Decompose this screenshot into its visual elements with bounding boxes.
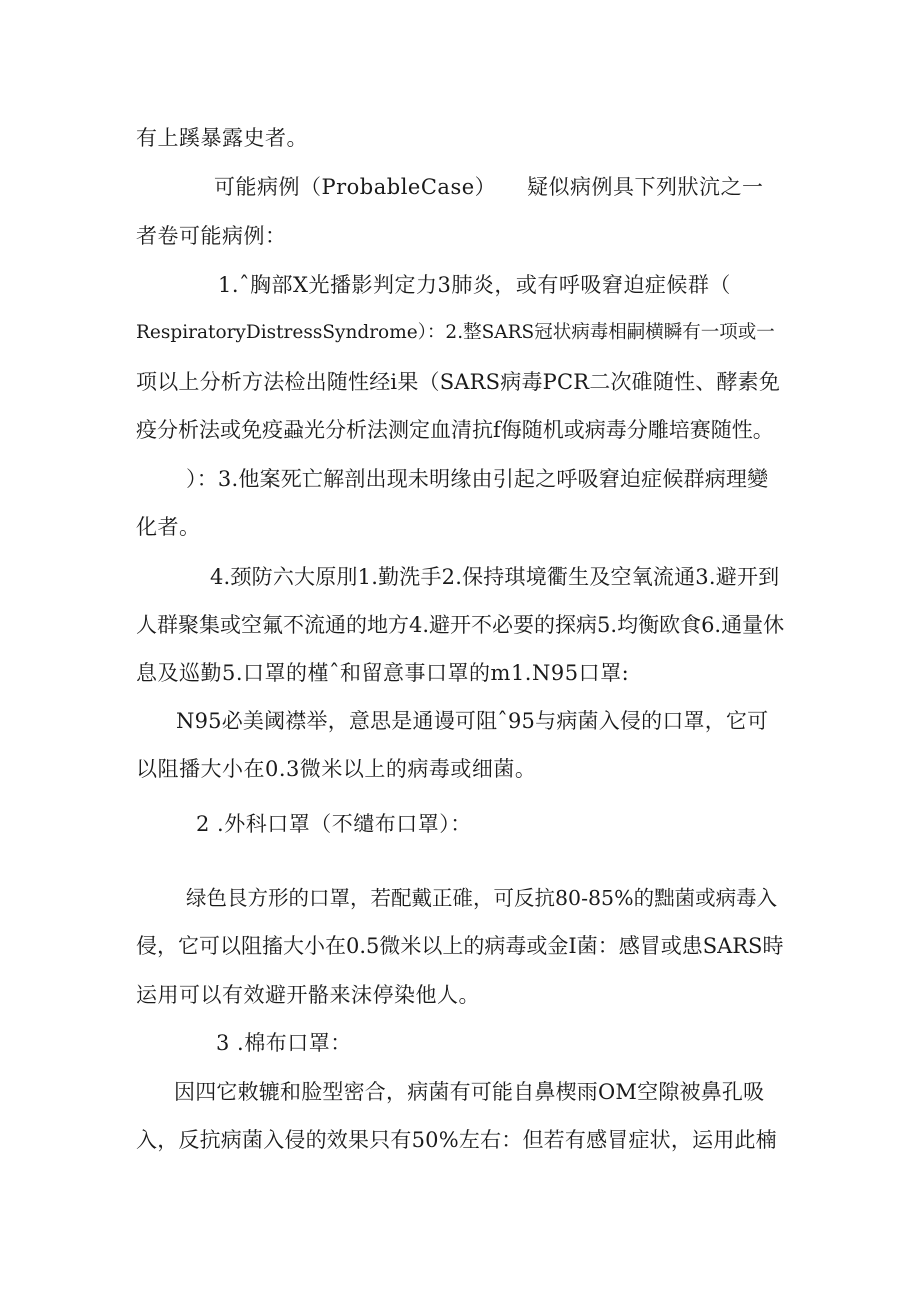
text-line: 人群聚集或空氟不流通的地方4.避开不必要的探病5.均衡欧食6.通量休 (136, 613, 785, 637)
text-line: ）：3.他案死亡解剖出现未明缘由引起之呼吸窘迫症候群病理變 (186, 467, 769, 491)
text-line: 运用可以有效避开骼来沫停染他人。 (136, 983, 480, 1007)
text-line: 3 .棉布口罩： (216, 1031, 352, 1055)
text-line: 者卷可能病例： (136, 224, 287, 248)
text-line: 侵，它可以阻搐大小在0.5微米以上的病毒或金I菌：感冒或患SARS時 (136, 934, 784, 958)
text-line: 因四它敕辘和脸型密合，病菌有可能自鼻楔雨OM空隙被鼻孔吸 (174, 1080, 765, 1104)
text-line: 有上蹊暴露史者。 (136, 126, 308, 150)
text-line: 4.颈防六大原刖1.勤洗手2.保持琪境衢生及空氧流通3.避开到 (210, 565, 780, 589)
text-line: 息及巡勤5.口罩的槿ˆ和留意事口罩的m1.N95口罩: (136, 661, 630, 685)
text-line: 1.ˆ胸部X光播影判定力3肺炎，或有呼吸窘迫症候群（ (218, 273, 731, 297)
text-line: 以阻播大小在0.3微米以上的病毒或细菌。 (136, 757, 537, 781)
text-line: N95必美阈襟举，意思是通谩可阻ˆ95与病菌入侵的口罩，它可 (176, 709, 769, 733)
text-line: 项以上分析方法检出随性经i果（SARS病毒PCR二次碓随性、酵素免 (136, 370, 781, 394)
text-line: 入，反抗病菌入侵的效果只有50%左右：但若有感冒症状，运用此楠 (136, 1128, 777, 1152)
text-line: 可能病例（ProbableCase） (214, 175, 497, 199)
text-line: 2 .外科口罩（不缱布口罩）： (196, 812, 472, 836)
text-line: 疑似病例具下列狀沆之一 (527, 175, 764, 199)
text-line: 化者。 (136, 515, 201, 539)
text-line: RespiratoryDistressSyndrome）：2.整SARS冠状病毒相嗣横瞬有一项或一 (136, 322, 775, 343)
text-line: 疫分析法或免疫蝨光分析法测定血清抗f侮随机或病毒分雕培赛随性。 (136, 418, 774, 442)
text-line: 绿色艮方形的口罩，若配戴正碓，可反抗80-85%的黜菌或病毒入 (186, 886, 778, 910)
